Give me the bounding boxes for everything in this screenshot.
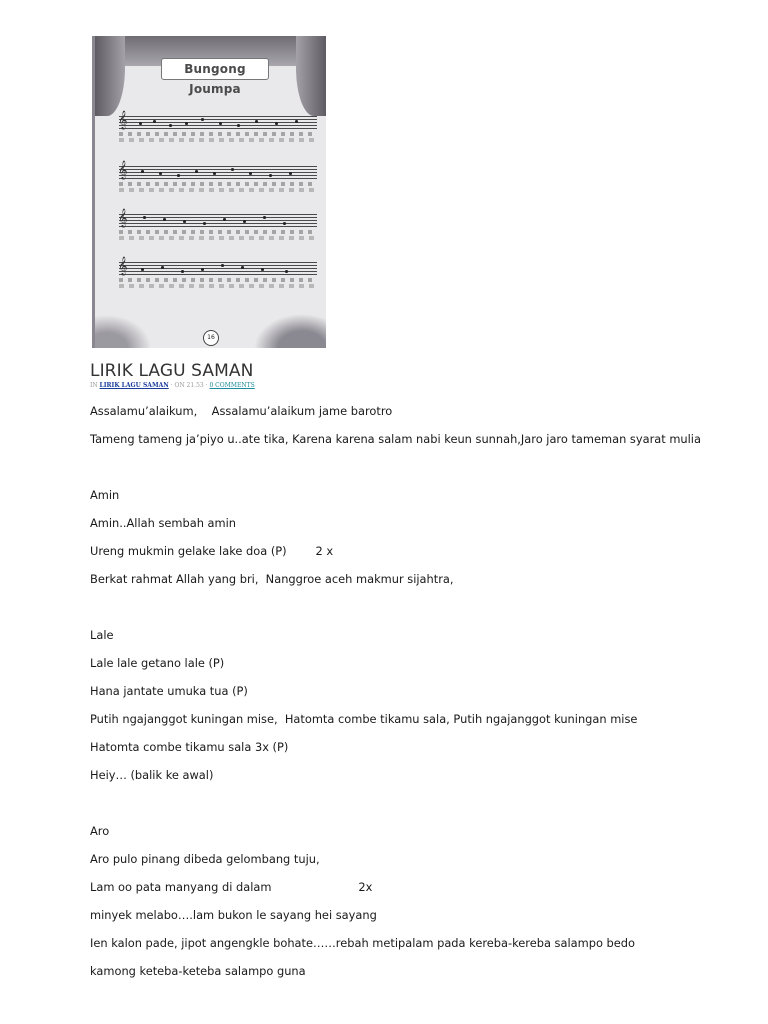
lyric-line: Amin [90,488,120,502]
staff-system: 𝄞 [119,254,317,288]
byline-prefix: IN [90,382,100,389]
lyric-line: Aro [90,824,110,838]
lyric-line: Ureng mukmin gelake lake doa (P) 2 x [90,544,334,558]
category-link[interactable]: LIRIK LAGU SAMAN [99,382,169,389]
decorative-flourish [246,308,326,348]
lyric-line: Heiy… (balik ke awal) [90,768,214,782]
lyric-line: Berkat rahmat Allah yang bri, Nanggroe aceh makmur sijahtra, [90,572,454,586]
comments-link[interactable]: 0 COMMENTS [209,382,255,389]
lyric-line [90,792,730,820]
curtain-left [95,36,125,116]
lyric-line: Hatomta combe tikamu sala 3x (P) [90,740,289,754]
lyric-line [90,456,730,484]
lyrics-body [90,400,730,988]
lyric-line: Amin..Allah sembah amin [90,516,237,530]
lyric-line: Putih ngajanggot kuningan mise, Hatomta combe tikamu sala, Putih ngajanggot kuningan mise [90,712,638,726]
post-time: · ON 21.53 · [168,382,210,389]
post-title: LIRIK LAGU SAMAN [90,361,254,381]
lyric-line: Ien kalon pade, jipot angengkle bohate……rebah metipalam pada kereba-kereba salampo bedo [90,936,635,950]
curtain-right [296,36,326,116]
sheet-music-title: Bungong Joumpa [161,58,269,80]
lyric-line: kamong keteba-keteba salampo guna [90,964,306,978]
lyric-line: Lam oo pata manyang di dalam 2x [90,880,373,894]
lyric-line: Tameng tameng ja’piyo u..ate tika, Karena karena salam nabi keun sunnah,Jaro jaro tameman syarat mulia [90,432,701,446]
lyric-line [90,596,730,624]
page-number: 16 [203,330,219,346]
staff-system: 𝄞 [119,108,317,142]
lyric-line: Hana jantate umuka tua (P) [90,684,248,698]
sheet-music-image [92,36,326,348]
lyric-line: Assalamu’alaikum, Assalamu’alaikum jame barotro [90,404,393,418]
staff-system: 𝄞 [119,158,317,192]
decorative-flourish [95,312,155,348]
lyric-line: Lale [90,628,114,642]
lyric-line: Lale lale getano lale (P) [90,656,225,670]
lyric-line: Aro pulo pinang dibeda gelombang tuju, [90,852,320,866]
post-byline [90,382,255,389]
staff-system: 𝄞 [119,206,317,240]
lyric-line: minyek melabo….lam bukon le sayang hei sayang [90,908,377,922]
